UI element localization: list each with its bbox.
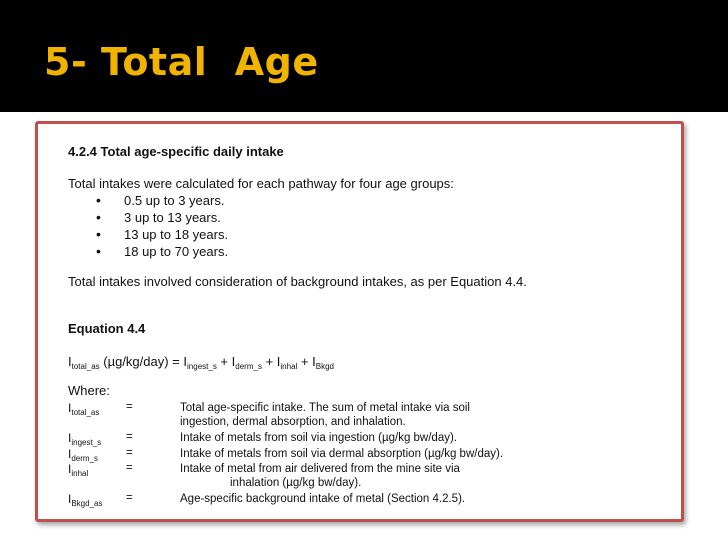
definition-text: Intake of metals from soil via dermal absorption (µg/kg bw/day).	[180, 448, 504, 460]
list-item: • 0.5 up to 3 years.	[96, 192, 228, 209]
definition-equals: =	[126, 492, 133, 504]
equation-units: (µg/kg/day) =	[99, 354, 184, 369]
equation-symbol: I	[231, 354, 236, 369]
definition-symbol: $I_{Bkgd\_as}$	[68, 492, 103, 508]
equation-operator: +	[261, 354, 277, 369]
definition-equals: =	[126, 447, 133, 459]
background-note: Total intakes involved consideration of background intakes, as per Equation 4.4.	[68, 274, 527, 289]
definition-equals: =	[126, 462, 133, 474]
equation-symbol: I	[312, 354, 316, 369]
equation-symbol: I	[276, 354, 281, 369]
definition-text: Intake of metals from soil via ingestion (µg/kg bw/day).	[180, 432, 457, 444]
equation-operator: +	[216, 354, 232, 369]
equation-subscript: inhal	[280, 362, 298, 371]
equation-heading: Equation 4.4	[68, 321, 146, 336]
equation-operator: +	[297, 354, 313, 369]
title-bar	[0, 0, 728, 112]
equation-subscript: derm_s	[235, 362, 262, 371]
definition-text: Age-specific background intake of metal (Section 4.2.5).	[180, 493, 466, 505]
document-excerpt	[35, 121, 684, 522]
section-heading: 4.2.4 Total age-specific daily intake	[68, 144, 284, 159]
intro-text: Total intakes were calculated for each pathway for four age groups:	[68, 176, 454, 191]
slide-title: 5- Total Age	[44, 40, 319, 84]
equation-symbol: I	[68, 354, 72, 369]
definition-equals: =	[126, 431, 133, 443]
definition-text: Intake of metal from air delivered from the mine site via inhalation (µg/kg bw/day).	[180, 463, 460, 489]
list-item: • 18 up to 70 years.	[96, 243, 228, 260]
definition-symbol: $I_{derm\_s}$	[68, 447, 99, 463]
equation-symbol: I	[183, 354, 188, 369]
equation-subscript: ingest_s	[187, 362, 217, 371]
list-item: • 3 up to 13 years.	[96, 209, 228, 226]
where-label: Where:	[68, 383, 110, 398]
definition-symbol: $I_{total\_as}$	[68, 401, 100, 417]
list-item: • 13 up to 18 years.	[96, 226, 228, 243]
definition-symbol: $I_{ingest\_s}$	[68, 431, 102, 447]
equation	[68, 354, 334, 371]
age-group-list	[96, 192, 228, 260]
definition-symbol: $I_{inhal}$	[68, 462, 89, 478]
equation-subscript: Bkgd	[315, 362, 334, 371]
definition-equals: =	[126, 401, 133, 413]
definition-text: Total age-specific intake. The sum of metal intake via soil ingestion, dermal absorption, and inhalation.	[180, 402, 470, 428]
equation-subscript: total_as	[71, 362, 100, 371]
